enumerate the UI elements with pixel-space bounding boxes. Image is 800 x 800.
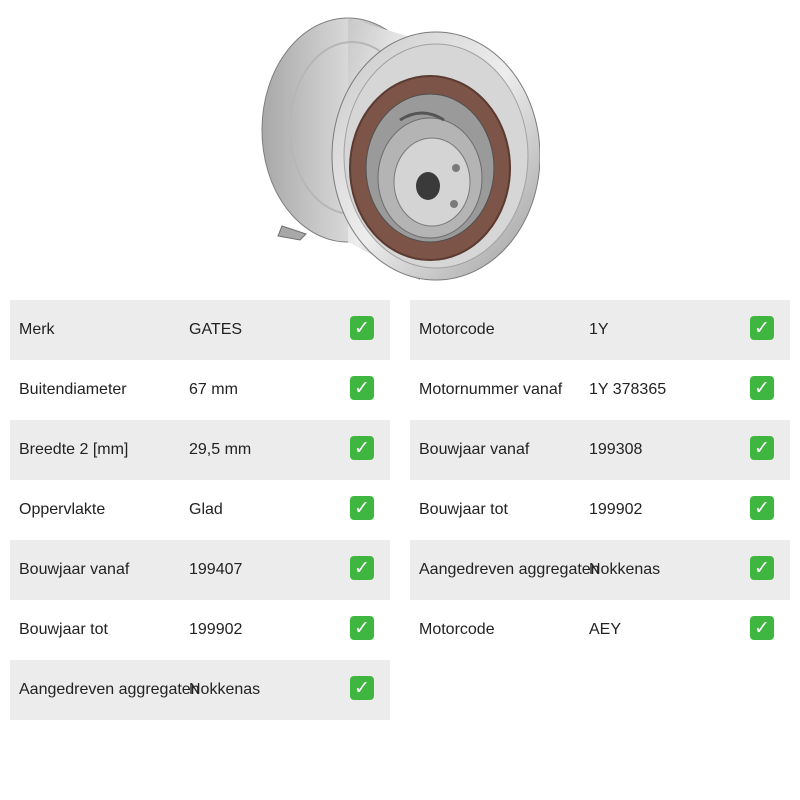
spec-label: Bouwjaar vanaf [419,441,530,458]
spec-value: Glad [189,501,223,518]
spec-value: GATES [189,321,243,338]
spec-value: 199902 [189,621,243,638]
spec-value: 67 mm [189,381,238,398]
table-row [10,360,390,420]
spec-label: Bouwjaar tot [419,501,508,518]
spec-table-left [10,300,390,720]
check-mark-icon: ✓ [750,316,774,340]
check-mark-icon: ✓ [350,496,374,520]
table-row [10,480,390,540]
table-row [10,540,390,600]
check-mark-icon: ✓ [750,496,774,520]
spec-label: Breedte 2 [mm] [19,441,129,458]
check-mark-icon: ✓ [350,376,374,400]
check-mark-icon: ✓ [750,436,774,460]
check-mark-icon: ✓ [750,616,774,640]
spec-value: AEY [589,621,622,638]
spec-value: 29,5 mm [189,441,252,458]
spec-value: 1Y [589,321,609,338]
table-row [10,600,390,660]
check-mark-icon: ✓ [350,556,374,580]
table-row [410,300,790,360]
spec-value: 1Y 378365 [589,381,667,398]
table-row [410,540,790,600]
tensioner-pulley-icon [260,8,540,288]
spec-label: Bouwjaar vanaf [19,561,130,578]
check-mark-icon: ✓ [350,676,374,700]
table-row [410,360,790,420]
spec-label: Buitendiameter [19,381,127,398]
spec-label: Merk [19,321,55,338]
spec-value: 199308 [589,441,643,458]
check-mark-icon: ✓ [350,316,374,340]
spec-value: 199902 [589,501,643,518]
check-mark-icon: ✓ [350,436,374,460]
spec-value: Nokkenas [589,561,661,578]
table-row [10,660,390,720]
spec-value: 199407 [189,561,243,578]
table-row [10,300,390,360]
spec-label: Aangedreven aggregaten [419,561,600,578]
table-row [410,420,790,480]
spec-label: Bouwjaar tot [19,621,108,638]
spec-table-right [410,300,790,660]
table-row [10,420,390,480]
spec-label: Motorcode [419,321,495,338]
spec-label: Oppervlakte [19,501,106,518]
spec-label: Aangedreven aggregaten [19,681,200,698]
product-image-tensioner-pulley [260,8,540,288]
table-row [410,480,790,540]
spec-label: Motorcode [419,621,495,638]
spec-value: Nokkenas [189,681,261,698]
table-row [410,600,790,660]
check-mark-icon: ✓ [350,616,374,640]
check-mark-icon: ✓ [750,376,774,400]
check-mark-icon: ✓ [750,556,774,580]
spec-label: Motornummer vanaf [419,381,563,398]
